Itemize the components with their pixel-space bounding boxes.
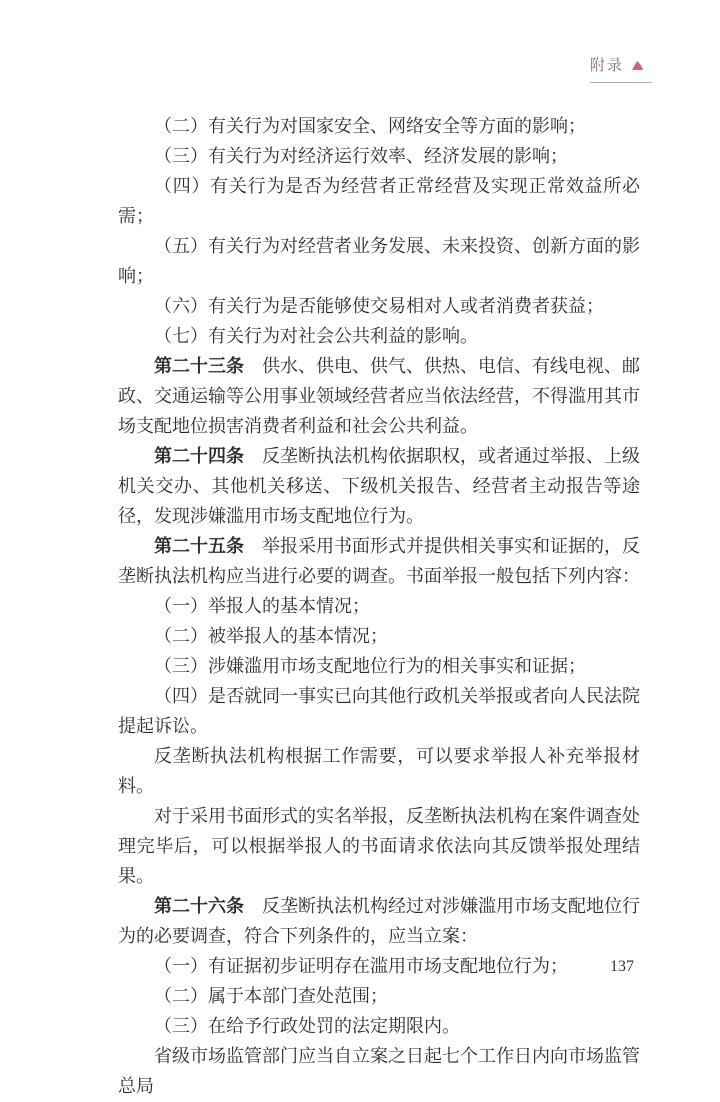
article-paragraph: 第二十六条 反垄断执法机构经过对涉嫌滥用市场支配地位行为的必要调查，符合下列条件的，应当立案： xyxy=(118,896,640,947)
paragraph: （一）举报人的基本情况； xyxy=(154,596,370,617)
article-paragraph: 第二十三条 供水、供电、供气、供热、电信、有线电视、邮政、交通运输等公用事业领域经营者应当依法经营，不得滥用其市场支配地位损害消费者利益和社会公共利益。 xyxy=(118,356,640,437)
paragraph: 反垄断执法机构根据工作需要，可以要求举报人补充举报材料。 xyxy=(118,746,640,797)
paragraph: （三）有关行为对经济运行效率、经济发展的影响； xyxy=(154,146,568,167)
paragraph: （六）有关行为是否能够使交易相对人或者消费者获益； xyxy=(154,296,604,317)
article-paragraph: 第二十四条 反垄断执法机构依据职权，或者通过举报、上级机关交办、其他机关移送、下级机关报告、经营者主动报告等途径，发现涉嫌滥用市场支配地位行为。 xyxy=(118,446,640,527)
paragraph: 对于采用书面形式的实名举报，反垄断执法机构在案件调查处理完毕后，可以根据举报人的书面请求依法向其反馈举报处理结果。 xyxy=(118,806,640,887)
article-number: 第二十五条 xyxy=(154,536,244,557)
paragraph: （三）在给予行政处罚的法定期限内。 xyxy=(154,1016,460,1037)
header-divider xyxy=(590,82,652,83)
paragraph: （一）有证据初步证明存在滥用市场支配地位行为； xyxy=(154,956,568,977)
page-number: 137 xyxy=(610,958,634,975)
article-number: 第二十六条 xyxy=(154,896,244,917)
header-ornament-icon xyxy=(630,59,644,71)
paragraph: （四）是否就同一事实已向其他行政机关举报或者向人民法院提起诉讼。 xyxy=(118,686,640,737)
page-body xyxy=(118,112,640,1102)
paragraph: （三）涉嫌滥用市场支配地位行为的相关事实和证据； xyxy=(154,656,586,677)
section-label: 附录 xyxy=(589,56,624,74)
paragraph: 省级市场监管部门应当自立案之日起七个工作日内向市场监管总局 xyxy=(118,1046,640,1097)
article-paragraph: 第二十五条 举报采用书面形式并提供相关事实和证据的，反垄断执法机构应当进行必要的调查。书面举报一般包括下列内容： xyxy=(118,536,640,587)
paragraph: （二）被举报人的基本情况； xyxy=(154,626,388,647)
paragraph: （四）有关行为是否为经营者正常经营及实现正常效益所必需； xyxy=(118,176,640,227)
paragraph: （五）有关行为对经营者业务发展、未来投资、创新方面的影响； xyxy=(118,236,640,287)
paragraph: （二）有关行为对国家安全、网络安全等方面的影响； xyxy=(154,116,586,137)
paragraph: （七）有关行为对社会公共利益的影响。 xyxy=(154,326,478,347)
article-number: 第二十四条 xyxy=(154,446,244,467)
paragraph: （二）属于本部门查处范围； xyxy=(154,986,388,1007)
running-header xyxy=(590,54,644,75)
article-number: 第二十三条 xyxy=(154,356,244,377)
